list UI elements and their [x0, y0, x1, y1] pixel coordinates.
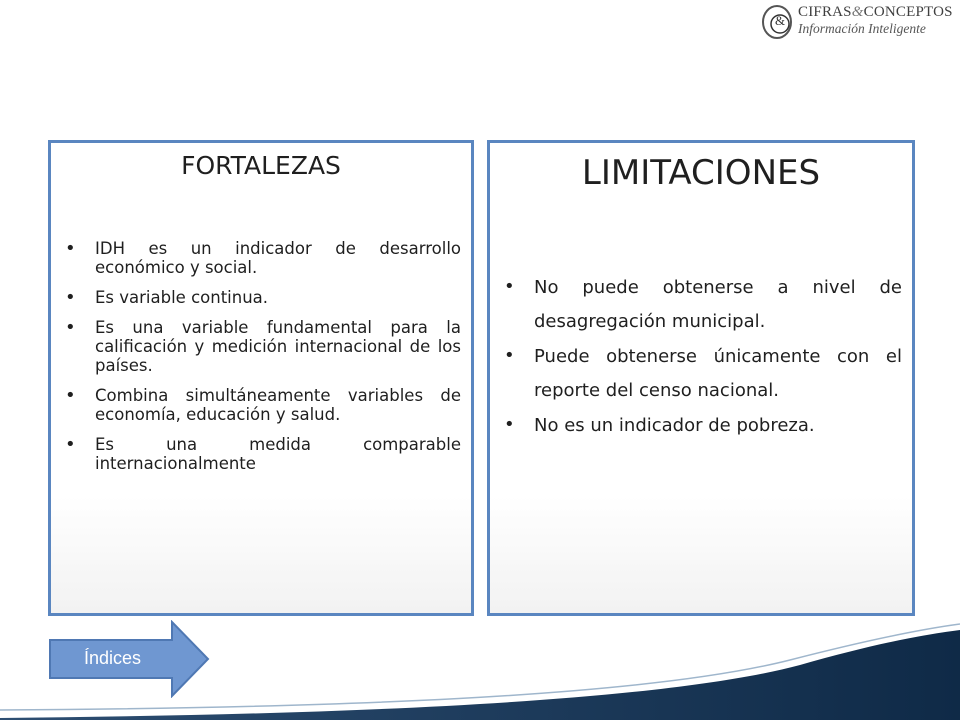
indices-label: Índices — [84, 648, 142, 668]
fortalezas-item: • Es una variable fundamental para la calificación y medición internacional de los países. — [57, 318, 461, 375]
fortalezas-title: FORTALEZAS — [181, 151, 341, 180]
fortalezas-list — [57, 239, 461, 484]
limitaciones-list — [496, 271, 902, 444]
logo-title-b: CONCEPTOS — [863, 4, 953, 20]
limitaciones-item: • Puede obtenerse únicamente con el reporte del censo nacional. — [496, 340, 902, 408]
limitaciones-item: • No es un indicador de pobreza. — [496, 409, 902, 443]
fortalezas-item: • Combina simultáneamente variables de economía, educación y salud. — [57, 386, 461, 424]
limitaciones-panel — [487, 140, 915, 616]
fortalezas-panel — [48, 140, 474, 616]
fortalezas-item: • IDH es un indicador de desarrollo económico y social. — [57, 239, 461, 277]
fortalezas-item: • Es variable continua. — [57, 288, 461, 307]
indices-button[interactable] — [48, 620, 210, 698]
limitaciones-item: • No puede obtenerse a nivel de desagregación municipal. — [496, 271, 902, 339]
logo-title — [798, 4, 953, 21]
logo-ampersand: & — [775, 13, 786, 28]
logo-subtitle: Información Inteligente — [798, 21, 926, 36]
logo-title-amp: & — [851, 4, 864, 20]
fortalezas-item: • Es una medida comparable internacionalmente — [57, 435, 461, 473]
limitaciones-title: LIMITACIONES — [581, 153, 821, 193]
company-logo — [760, 2, 958, 42]
logo-title-a: CIFRAS — [798, 4, 852, 20]
